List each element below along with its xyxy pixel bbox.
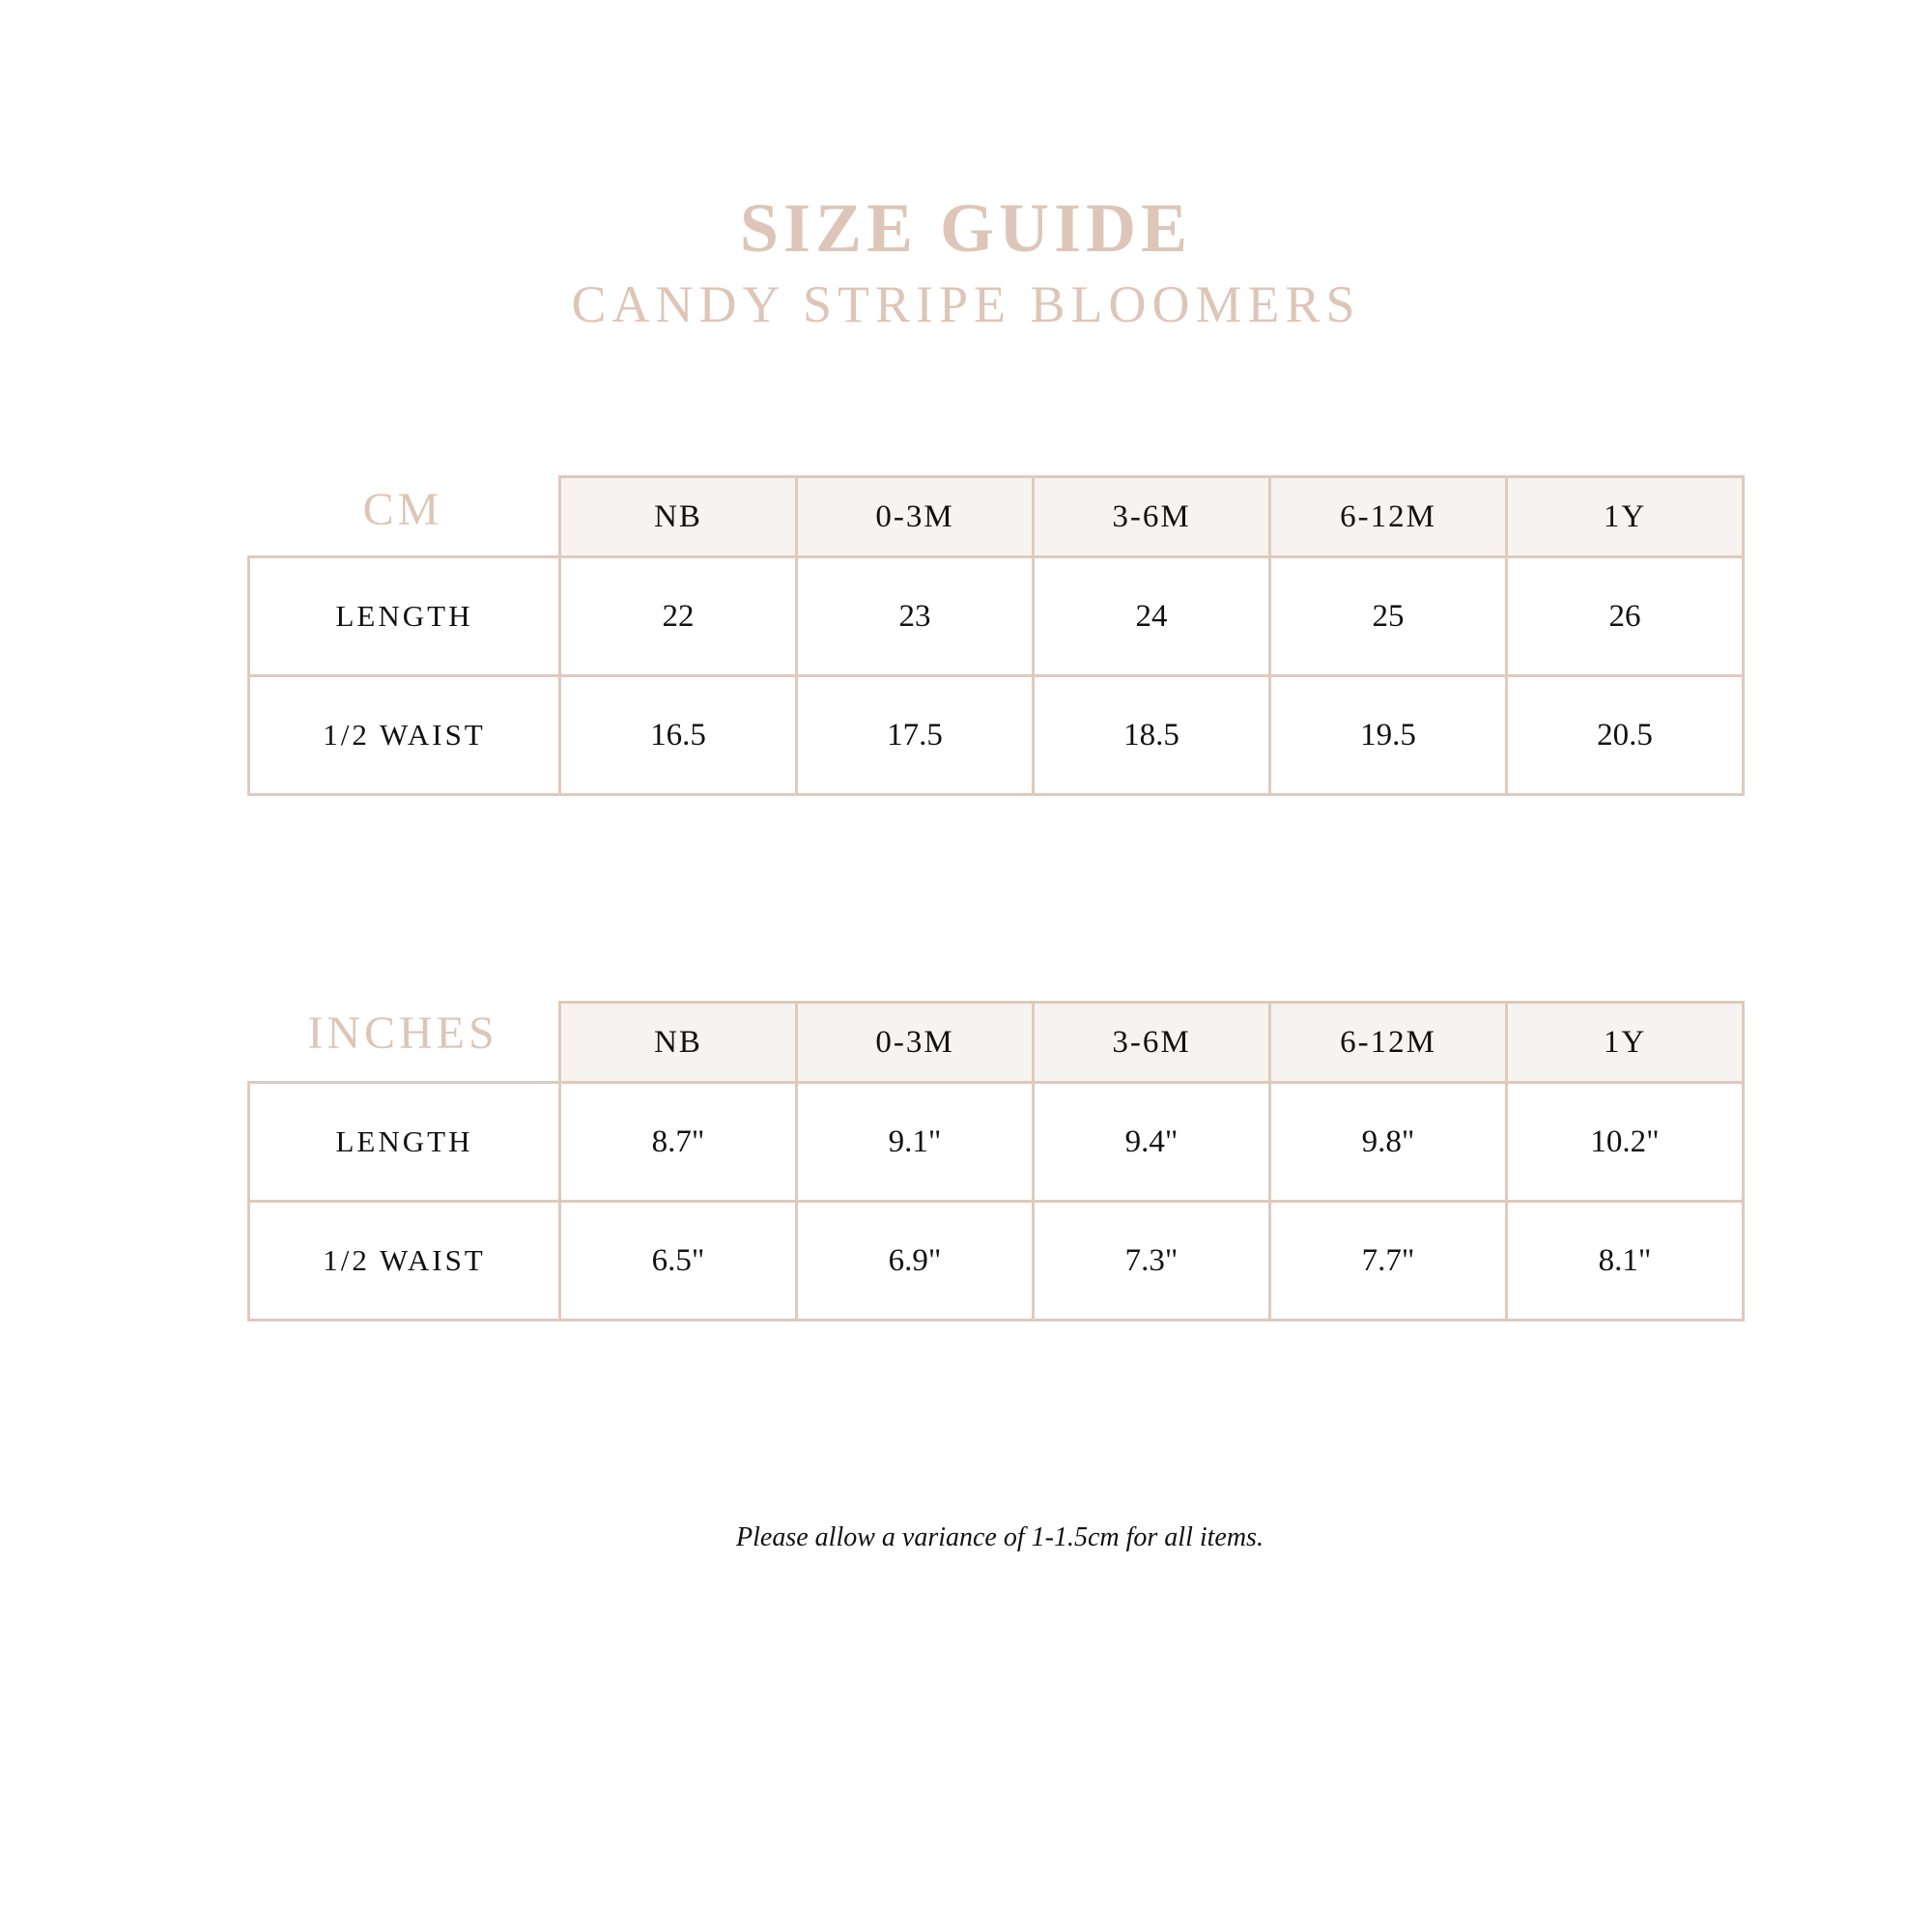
measurement-cell: 10.2" <box>1507 1083 1744 1202</box>
row-label: 1/2 WAIST <box>249 1202 560 1321</box>
size-header: 3-6M <box>1034 477 1270 557</box>
measurement-cell: 6.9" <box>797 1202 1034 1321</box>
measurement-cell: 6.5" <box>560 1202 797 1321</box>
measurement-cell: 26 <box>1507 557 1744 676</box>
size-header: 0-3M <box>797 477 1034 557</box>
unit-label-inches: INCHES <box>307 1008 498 1059</box>
measurement-cell: 19.5 <box>1270 676 1507 795</box>
measurement-cell: 9.8" <box>1270 1083 1507 1202</box>
measurement-cell: 22 <box>560 557 797 676</box>
measurement-cell: 20.5 <box>1507 676 1744 795</box>
variance-note: Please allow a variance of 1-1.5cm for all items. <box>736 1522 1264 1552</box>
size-header: 6-12M <box>1270 1003 1507 1083</box>
measurement-cell: 8.7" <box>560 1083 797 1202</box>
table-row <box>249 1083 1744 1202</box>
measurement-cell: 25 <box>1270 557 1507 676</box>
product-name: CANDY STRIPE BLOOMERS <box>571 275 1361 333</box>
measurement-cell: 7.3" <box>1034 1202 1270 1321</box>
size-header: 6-12M <box>1270 477 1507 557</box>
page-title: SIZE GUIDE <box>739 189 1193 267</box>
size-header: 0-3M <box>797 1003 1034 1083</box>
measurement-cell: 16.5 <box>560 676 797 795</box>
measurement-cell: 8.1" <box>1507 1202 1744 1321</box>
size-table-cm <box>247 475 1745 796</box>
size-header: 1Y <box>1507 1003 1744 1083</box>
table-row <box>249 1202 1744 1321</box>
measurement-cell: 17.5 <box>797 676 1034 795</box>
table-row <box>249 676 1744 795</box>
row-label: 1/2 WAIST <box>249 676 560 795</box>
row-label: LENGTH <box>249 557 560 676</box>
size-header: NB <box>560 477 797 557</box>
size-header: NB <box>560 1003 797 1083</box>
measurement-cell: 23 <box>797 557 1034 676</box>
measurement-cell: 7.7" <box>1270 1202 1507 1321</box>
measurement-cell: 18.5 <box>1034 676 1270 795</box>
row-label: LENGTH <box>249 1083 560 1202</box>
size-table-inches <box>247 1001 1745 1321</box>
unit-label-cm: CM <box>362 484 443 535</box>
size-header: 3-6M <box>1034 1003 1270 1083</box>
measurement-cell: 9.4" <box>1034 1083 1270 1202</box>
table-row <box>249 557 1744 676</box>
measurement-cell: 24 <box>1034 557 1270 676</box>
size-header: 1Y <box>1507 477 1744 557</box>
measurement-cell: 9.1" <box>797 1083 1034 1202</box>
